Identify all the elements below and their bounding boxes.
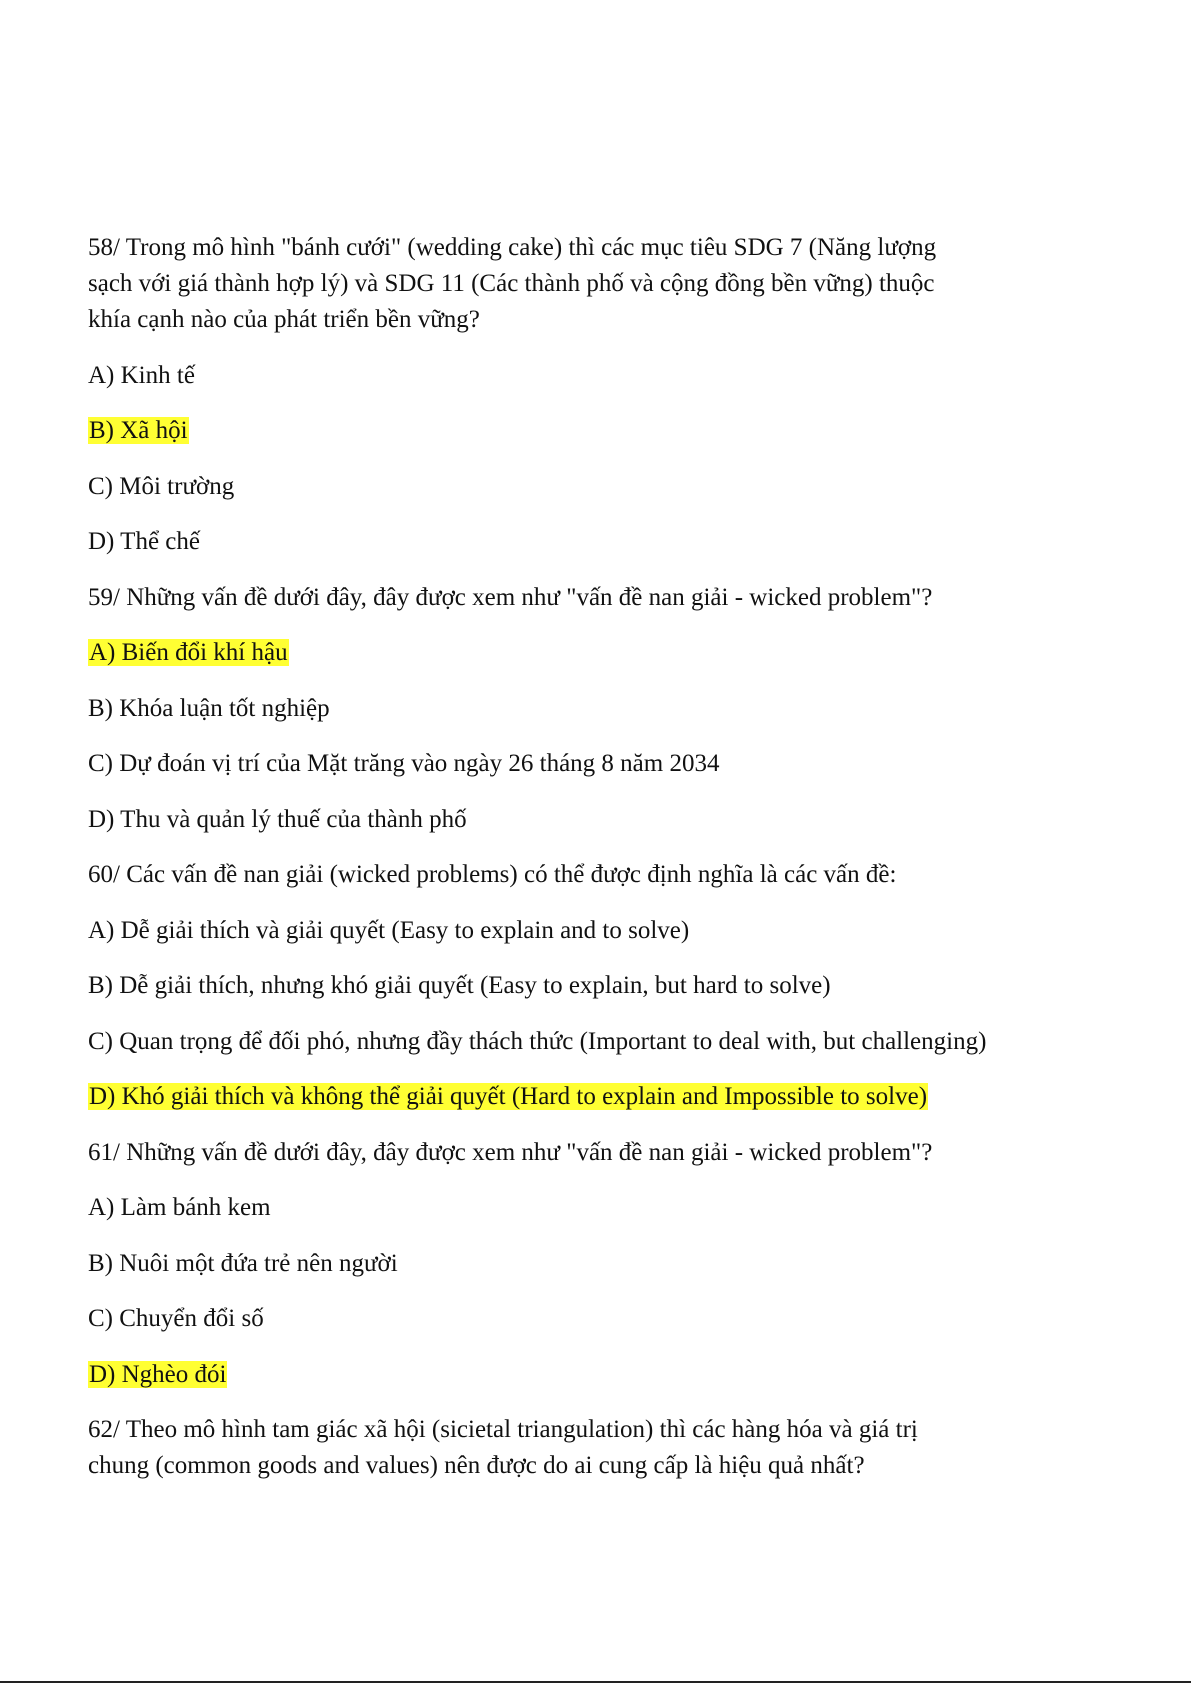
question-59-option-a (88, 635, 289, 671)
highlighted-answer: D) Nghèo đói (89, 1361, 227, 1388)
question-60-option-c (88, 1024, 986, 1060)
question-62-stem-line-1: 62/ Theo mô hình tam giác xã hội (sicietal triangulation) thì các hàng hóa và giá trị (88, 1416, 918, 1443)
highlighted-answer: A) Biến đổi khí hậu (89, 639, 288, 666)
option-text: D) Thể chế (88, 528, 200, 555)
question-60-option-b (88, 968, 831, 1004)
question-62-stem-line-2: chung (common goods and values) nên được do ai cung cấp là hiệu quả nhất? (88, 1452, 865, 1479)
option-text: C) Quan trọng để đối phó, nhưng đầy thách thức (Important to deal with, but challenging) (88, 1028, 987, 1055)
question-59-option-d (88, 802, 467, 838)
option-text: C) Dự đoán vị trí của Mặt trăng vào ngày 26 tháng 8 năm 2034 (88, 750, 720, 777)
question-59-option-c (88, 746, 719, 782)
question-58-option-a (88, 358, 195, 394)
question-58-stem-line-3: khía cạnh nào của phát triển bền vững? (88, 306, 480, 333)
option-text: A) Kinh tế (88, 362, 195, 389)
question-58-stem-line-1: 58/ Trong mô hình "bánh cưới" (wedding cake) thì các mục tiêu SDG 7 (Năng lượng (88, 234, 937, 261)
highlighted-answer: B) Xã hội (89, 417, 188, 444)
question-58-stem-line-2: sạch với giá thành hợp lý) và SDG 11 (Các thành phố và cộng đồng bền vững) thuộc (88, 270, 935, 297)
option-text: B) Khóa luận tốt nghiệp (88, 695, 330, 722)
question-61-stem-line-1: 61/ Những vấn đề dưới đây, đây được xem như "vấn đề nan giải - wicked problem"? (88, 1139, 933, 1166)
highlighted-answer: D) Khó giải thích và không thể giải quyết (Hard to explain and Impossible to solve) (89, 1083, 928, 1110)
option-text: B) Nuôi một đứa trẻ nên người (88, 1250, 398, 1277)
question-59-stem-line-1: 59/ Những vấn đề dưới đây, đây được xem như "vấn đề nan giải - wicked problem"? (88, 584, 933, 611)
option-text: B) Dễ giải thích, nhưng khó giải quyết (Easy to explain, but hard to solve) (88, 972, 831, 999)
option-text: A) Dễ giải thích và giải quyết (Easy to explain and to solve) (88, 917, 690, 944)
page-bottom-divider (0, 1681, 1191, 1683)
question-61-option-c (88, 1301, 264, 1337)
option-text: A) Làm bánh kem (88, 1194, 271, 1221)
question-60-option-a (88, 913, 689, 949)
question-61-option-a (88, 1190, 271, 1226)
question-58-option-b (88, 413, 189, 449)
question-59-option-b (88, 691, 330, 727)
option-text: D) Thu và quản lý thuế của thành phố (88, 806, 467, 833)
option-text: C) Môi trường (88, 473, 235, 500)
question-61-option-b (88, 1246, 398, 1282)
question-58-option-c (88, 469, 234, 505)
question-60-option-d (88, 1079, 928, 1115)
question-60-stem-line-1: 60/ Các vấn đề nan giải (wicked problems) có thể được định nghĩa là các vấn đề: (88, 861, 897, 888)
option-text: C) Chuyển đổi số (88, 1305, 264, 1332)
question-58-option-d (88, 524, 200, 560)
question-61-option-d (88, 1357, 227, 1393)
